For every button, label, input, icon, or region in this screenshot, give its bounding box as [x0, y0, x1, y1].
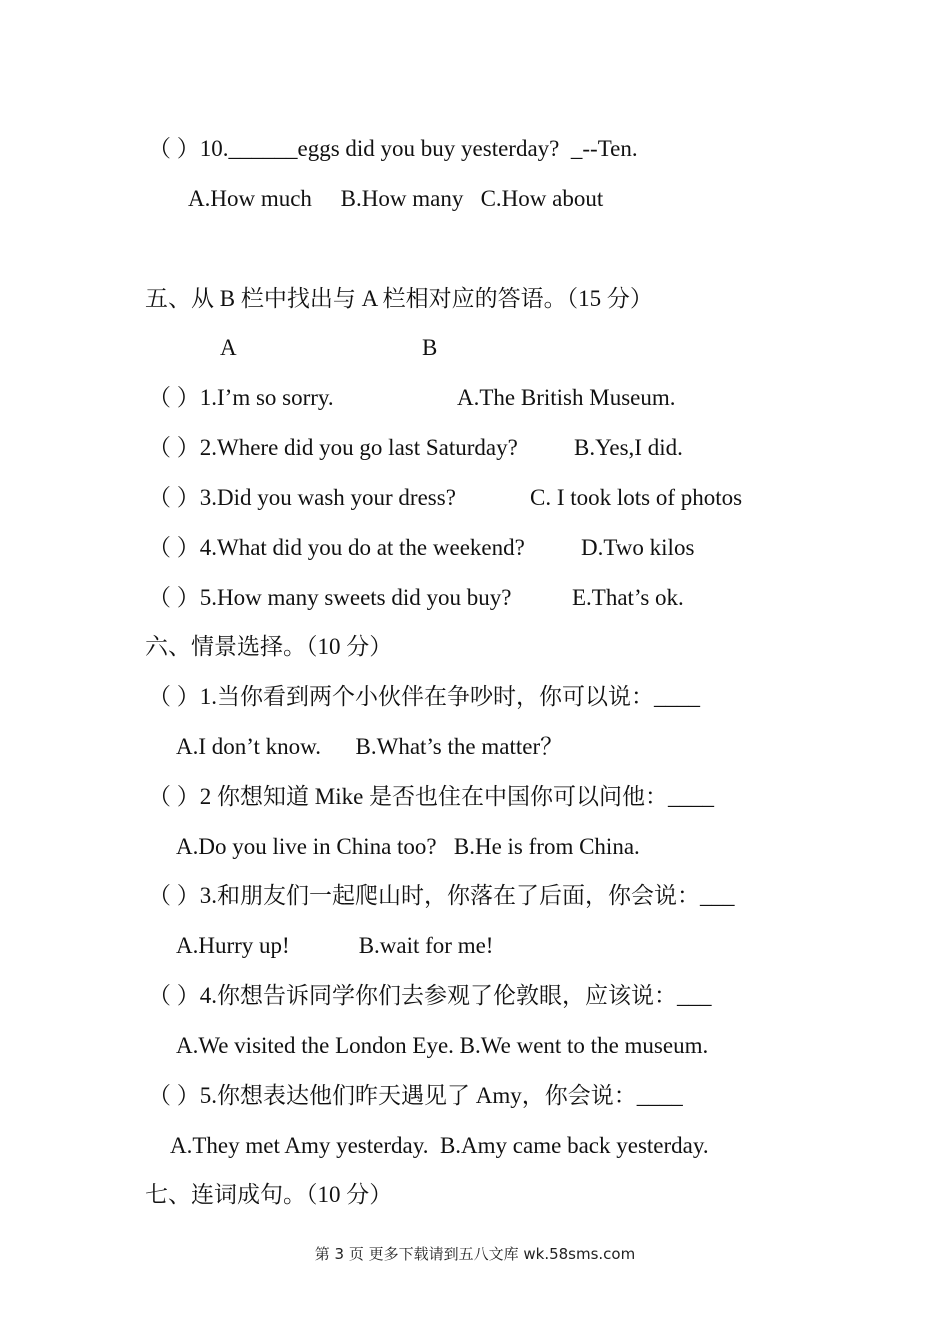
situation-question: （ ）2 你想知道 Mike 是否也住在中国你可以问他：____ [148, 784, 715, 809]
situation-options: A.We visited the London Eye. B.We went to the museum. [176, 1033, 709, 1058]
match-item-b: E.That’s ok. [572, 585, 684, 610]
situation-question: （ ）1.当你看到两个小伙伴在争吵时，你可以说：____ [148, 684, 700, 709]
match-item-a: （ ）3.Did you wash your dress? [148, 485, 456, 510]
match-item-a: （ ）4.What did you do at the weekend? [148, 535, 525, 560]
situation-question: （ ）4.你想告诉同学你们去参观了伦敦眼，应该说：___ [148, 983, 712, 1008]
situation-options: A.Hurry up! B.wait for me! [176, 933, 494, 958]
match-item-a: （ ）2.Where did you go last Saturday? [148, 435, 518, 460]
page-footer: 第 3 页 更多下载请到五八文库 wk.58sms.com [314, 1245, 636, 1263]
match-item-b: C. I took lots of photos [530, 485, 743, 510]
situation-options: A.They met Amy yesterday. B.Amy came back yesterday. [170, 1133, 709, 1158]
situation-question: （ ）5.你想表达他们昨天遇见了 Amy，你会说：____ [148, 1083, 683, 1108]
section-7-title: 七、连词成句。（10 分） [145, 1182, 393, 1207]
match-item-a: （ ）5.How many sweets did you buy? [148, 585, 512, 610]
column-a-header: A [220, 335, 237, 360]
match-item-b: A.The British Museum. [457, 385, 676, 410]
question-10-options: A.How much B.How many C.How about [188, 186, 604, 211]
question-10: （ ）10.______eggs did you buy yesterday? _--Ten. [148, 136, 638, 161]
match-item-b: D.Two kilos [581, 535, 695, 560]
section-5-title: 五、从 B 栏中找出与 A 栏相对应的答语。（15 分） [145, 286, 653, 311]
section-6-title: 六、情景选择。（10 分） [145, 634, 393, 659]
match-item-b: B.Yes,I did. [574, 435, 683, 460]
match-item-a: （ ）1.I’m so sorry. [148, 385, 334, 410]
situation-options: A.Do you live in China too? B.He is from China. [176, 834, 640, 859]
column-b-header: B [422, 335, 438, 360]
situation-options: A.I don’t know. B.What’s the matter？ [176, 734, 564, 759]
situation-question: （ ）3.和朋友们一起爬山时，你落在了后面，你会说：___ [148, 883, 735, 908]
